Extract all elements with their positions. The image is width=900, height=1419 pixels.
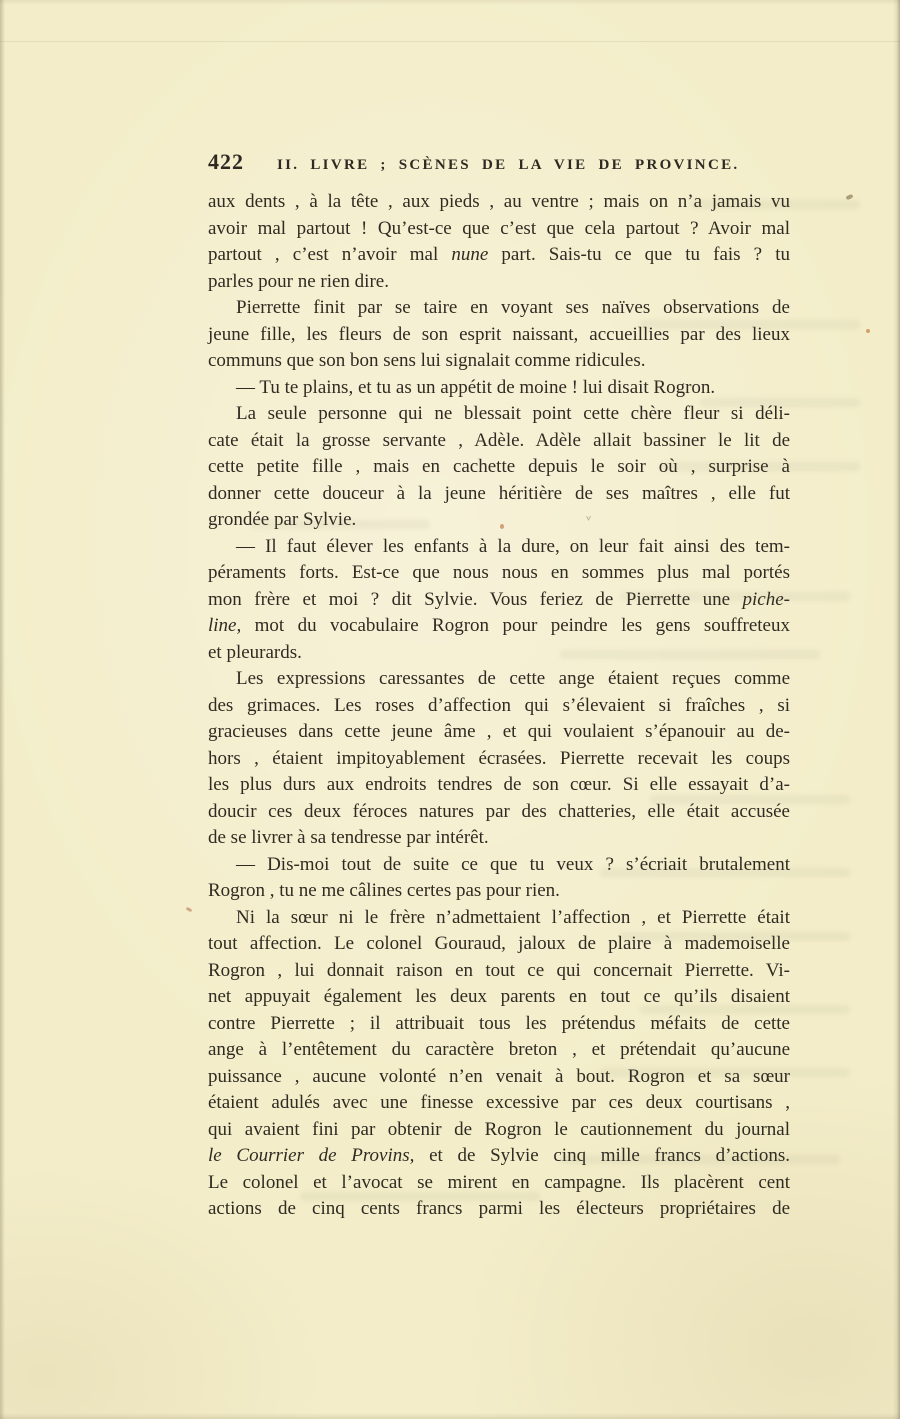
text-segment: ange à l’entêtement du caractère breton , et prétendait qu’aucune <box>208 1039 790 1060</box>
text-line <box>208 825 790 852</box>
text-line <box>208 878 790 905</box>
text-segment: le Courrier de Provins, <box>208 1145 415 1166</box>
paragraph <box>208 666 790 852</box>
text-segment: étaient adulés avec une finesse excessive par ces deux courtisans , <box>208 1092 790 1113</box>
text-line <box>208 481 790 508</box>
text-line <box>208 348 790 375</box>
text-segment: et pleurards. <box>208 641 302 663</box>
text-segment: — Dis-moi tout de suite ce que tu veux ? s’écriait brutalement <box>236 853 790 875</box>
text-segment: — Il faut élever les enfants à la dure, on leur fait ainsi des tem- <box>236 535 790 557</box>
text-line <box>208 1117 790 1144</box>
text-line <box>208 1011 790 1038</box>
text-line <box>208 746 790 773</box>
paragraph <box>208 534 790 667</box>
paragraph <box>208 189 790 295</box>
text-line <box>208 931 790 958</box>
text-line <box>208 534 790 561</box>
text-segment: doucir ces deux féroces natures par des chatteries, elle était accusée <box>208 800 790 822</box>
foxing-speck <box>845 194 853 201</box>
text-line <box>208 1064 790 1091</box>
text-line <box>208 958 790 985</box>
text-segment: actions de cinq cents francs parmi les électeurs propriétaires de <box>208 1198 790 1219</box>
text-segment: mon frère et moi ? dit Sylvie. Vous feriez de Pierrette une <box>208 588 743 610</box>
text-segment: Les expressions caressantes de cette ange étaient reçues comme <box>236 668 790 689</box>
text-segment: et de Sylvie cinq mille francs d’actions. <box>414 1145 790 1166</box>
text-line <box>208 454 790 481</box>
text-line <box>208 905 790 932</box>
text-segment: La seule personne qui ne blessait point cette chère fleur si déli- <box>236 403 790 424</box>
text-segment: part. Sais-tu ce que tu fais ? tu <box>488 244 790 265</box>
text-segment: qui avaient fini par obtenir de Rogron le cautionnement du journal <box>208 1118 790 1140</box>
text-line <box>208 1143 790 1170</box>
text-line <box>208 401 790 428</box>
text-line <box>208 295 790 322</box>
text-line <box>208 772 790 799</box>
paragraph <box>208 852 790 905</box>
text-line <box>208 1037 790 1064</box>
text-line <box>208 799 790 826</box>
paragraph <box>208 905 790 1223</box>
text-line <box>208 719 790 746</box>
text-line <box>208 216 790 243</box>
foxing-speck <box>866 329 870 333</box>
text-segment: Rogron , lui donnait raison en tout ce qui concernait Pierrette. Vi- <box>208 959 790 981</box>
text-segment: nune <box>451 244 489 265</box>
page-header <box>208 149 790 175</box>
text-line <box>208 587 790 614</box>
text-segment: aux dents , à la tête , aux pieds , au ventre ; mais on n’a jamais vu <box>208 191 790 212</box>
text-line <box>208 1196 790 1223</box>
text-segment: piche- <box>742 588 790 610</box>
text-line <box>208 1170 790 1197</box>
text-line <box>208 613 790 640</box>
text-line <box>208 269 790 296</box>
text-segment: Ni la sœur ni le frère n’admettaient l’affection , et Pierrette était <box>236 906 790 928</box>
text-segment: mot du vocabulaire Rogron pour peindre les gens souffreteux <box>241 615 790 636</box>
text-segment: donner cette douceur à la jeune héritière de ses maîtres , elle fut <box>208 482 790 504</box>
text-line <box>208 640 790 667</box>
text-segment: Pierrette finit par se taire en voyant ses naïves observations de <box>236 297 790 318</box>
text-segment: grondée par Sylvie. <box>208 509 357 530</box>
text-segment: Rogron , tu ne me câlines certes pas pour rien. <box>208 880 560 901</box>
text-line <box>208 693 790 720</box>
paragraph <box>208 375 790 402</box>
running-title: II. LIVRE ; SCÈNES DE LA VIE DE PROVINCE. <box>277 157 740 173</box>
text-segment: partout , c’est n’avoir mal <box>208 244 452 265</box>
text-line <box>208 1090 790 1117</box>
page-number: 422 <box>208 149 244 174</box>
text-segment: des grimaces. Les roses d’affection qui s’élevaient si fraîches , si <box>208 694 790 716</box>
text-line <box>208 560 790 587</box>
text-line <box>208 322 790 349</box>
text-segment: tout affection. Le colonel Gouraud, jaloux de plaire à mademoiselle <box>208 933 790 954</box>
text-segment: puissance , aucune volonté n’en venait à bout. Rogron et sa sœur <box>208 1065 790 1087</box>
text-line <box>208 507 790 534</box>
paragraph <box>208 295 790 375</box>
text-line <box>208 984 790 1011</box>
text-segment: les plus durs aux endroits tendres de son cœur. Si elle essayait d’a- <box>208 774 790 795</box>
text-block <box>208 189 790 1223</box>
text-segment: cette petite fille , mais en cachette depuis le soir où , surprise à <box>208 456 790 477</box>
text-segment: hors , étaient impitoyablement écrasées. Pierrette recevait les coups <box>208 747 790 769</box>
text-segment: avoir mal partout ! Qu’est-ce que c’est que cela partout ? Avoir mal <box>208 217 790 239</box>
text-line <box>208 428 790 455</box>
text-line <box>208 852 790 879</box>
text-line <box>208 666 790 693</box>
text-segment: contre Pierrette ; il attribuait tous les prétendus méfaits de cette <box>208 1012 790 1034</box>
text-segment: line, <box>208 615 242 636</box>
text-segment: — Tu te plains, et tu as un appétit de moine ! lui disait Rogron. <box>236 376 716 398</box>
scan-artifact-line <box>0 41 900 42</box>
text-segment: de se livrer à sa tendresse par intérêt. <box>208 827 489 848</box>
text-segment: cate était la grosse servante , Adèle. Adèle allait bassiner le lit de <box>208 429 790 451</box>
text-segment: gracieuses dans cette jeune âme , et qui voulaient s’épanouir au de- <box>208 721 790 742</box>
text-segment: communs que son bon sens lui signalait comme ridicules. <box>208 350 646 371</box>
text-segment: parles pour ne rien dire. <box>208 270 389 292</box>
paragraph <box>208 401 790 534</box>
text-line <box>208 189 790 216</box>
text-line <box>208 375 790 402</box>
text-line <box>208 242 790 269</box>
text-segment: jeune fille, les fleurs de son esprit naissant, accueillies par des lieux <box>208 323 790 345</box>
text-segment: Le colonel et l’avocat se mirent en campagne. Ils placèrent cent <box>208 1171 790 1193</box>
text-segment: net appuyait également les deux parents en tout ce qu’ils disaient <box>208 986 790 1007</box>
text-segment: péraments forts. Est-ce que nous nous en sommes plus mal portés <box>208 562 790 583</box>
foxing-speck <box>186 907 193 913</box>
